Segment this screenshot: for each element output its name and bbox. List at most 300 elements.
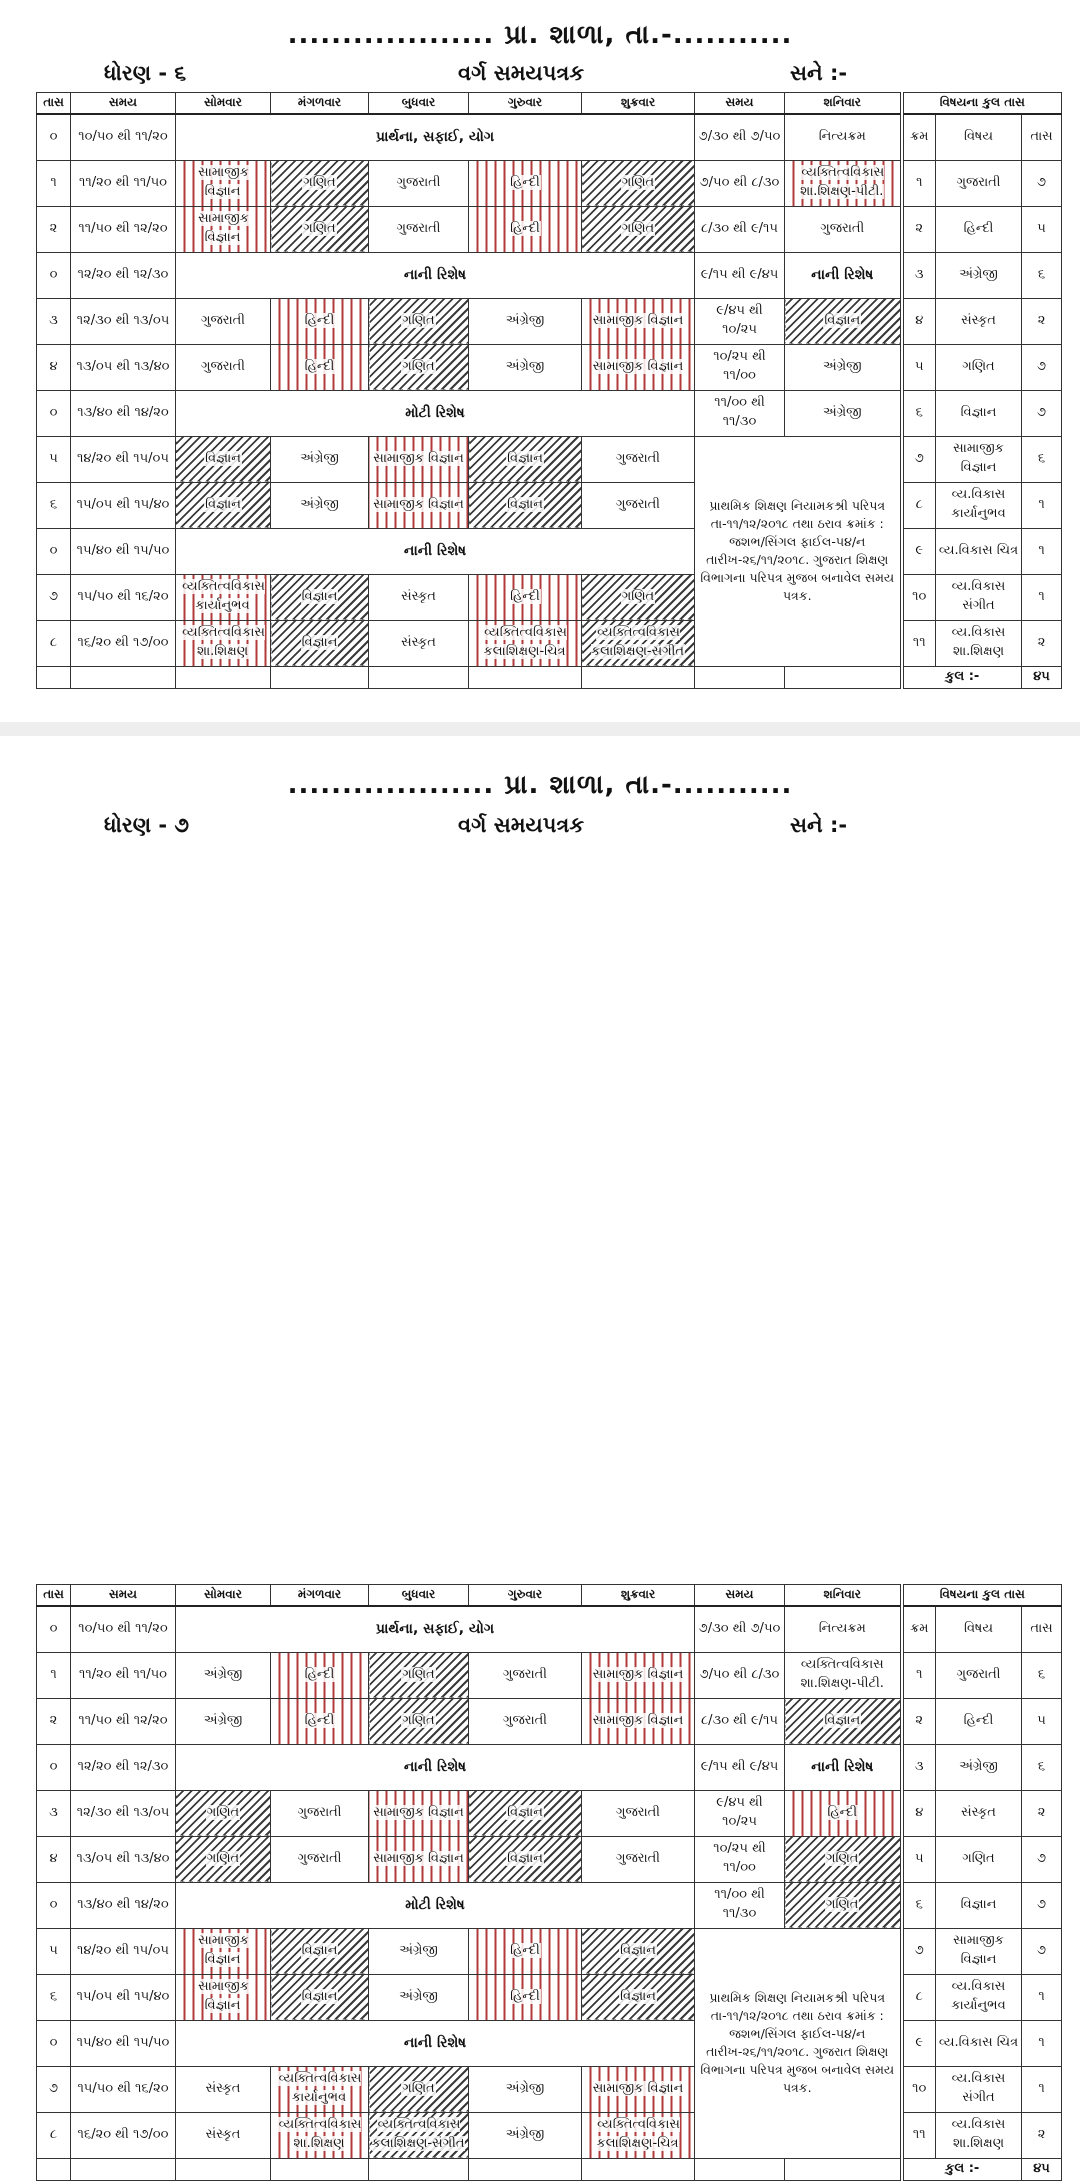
period-number: ૭: [37, 574, 71, 620]
subject-label: વ્યક્તિત્વવિકાસ કલાશિક્ષણ-ચિત્ર: [483, 625, 567, 659]
empty-cell: [369, 2158, 469, 2180]
subject-cell: [369, 1974, 469, 2020]
year-label: સને :-: [790, 61, 848, 85]
saturday-time: ૧૦/૨૫ થી ૧૧/૦૦: [695, 1836, 785, 1882]
subject-serial: ૩: [902, 252, 936, 298]
subject-label: સામાજીક વિજ્ઞાન: [198, 1979, 249, 2013]
subject-label: અંગ્રેજી: [505, 312, 545, 328]
table-row: [37, 436, 1062, 482]
subject-cell: [582, 1836, 695, 1882]
subject-cell: [271, 160, 369, 206]
empty-cell: [785, 2158, 902, 2180]
table-row: [37, 528, 1062, 574]
subject-periods: ૬: [1022, 436, 1062, 482]
table-row: [37, 1744, 1062, 1790]
table-row: [37, 390, 1062, 436]
empty-cell: [582, 666, 695, 688]
subject-name: હિન્દી: [936, 1698, 1022, 1744]
saturday-label: અંગ્રેજી: [822, 404, 862, 420]
subject-cell: [369, 298, 469, 344]
total-label: કુલ :-: [902, 2158, 1022, 2180]
column-header: મંગળવાર: [271, 1585, 369, 1607]
subject-label: અંગ્રેજી: [505, 2126, 545, 2142]
subject-serial: ૪: [902, 1790, 936, 1836]
timetable-sheet-std7: [0, 740, 1080, 2176]
period-time: ૧૩/૪૦ થી ૧૪/૨૦: [71, 390, 176, 436]
subject-name: વિજ્ઞાન: [936, 1882, 1022, 1928]
subject-label: વ્યક્તિત્વવિકાસ કલાશિક્ષણ-સંગીત: [371, 2117, 465, 2151]
saturday-subject: [785, 206, 902, 252]
subject-label: ગણિત: [206, 1804, 240, 1820]
subject-label: હિન્દી: [510, 220, 540, 236]
subject-name: સામાજીક વિજ્ઞાન: [936, 436, 1022, 482]
subject-label: અંગ્રેજી: [399, 1942, 438, 1958]
break-band: મોટી રિશેષ: [176, 1882, 695, 1928]
subject-periods: ૨: [1022, 2112, 1062, 2158]
saturday-subject: [785, 344, 902, 390]
timetable-heading: વર્ગ સમયપત્રક: [458, 813, 585, 837]
subject-name: વ્ય.વિકાસ સંગીત: [936, 574, 1022, 620]
subject-cell: [176, 2066, 271, 2112]
empty-cell: [37, 666, 71, 688]
saturday-time: ૯/૪૫ થી ૧૦/૨૫: [695, 1790, 785, 1836]
saturday-time: ૭/૫૦ થી ૮/૩૦: [695, 160, 785, 206]
standard-label: ધોરણ - ૬: [104, 61, 187, 85]
table-row: [37, 1836, 1062, 1882]
subject-cell: [176, 1836, 271, 1882]
subject-cell: [369, 206, 469, 252]
subject-cell: [271, 1698, 369, 1744]
subject-label: ગણિત: [303, 174, 336, 190]
subject-serial: ૧૧: [902, 2112, 936, 2158]
period-number: ૮: [37, 2112, 71, 2158]
subject-label: ગુજરાતી: [297, 1850, 342, 1866]
saturday-label: વ્યક્તિત્વવિકાસ શા.શિક્ષણ-પીટી.: [800, 1657, 884, 1691]
subject-name: વ્ય.વિકાસ ચિત્ર: [936, 2020, 1022, 2066]
subject-label: ગુજરાતી: [200, 358, 246, 374]
subject-label: હિન્દી: [304, 1666, 335, 1682]
subject-cell: [369, 1698, 469, 1744]
period-number: ૬: [37, 482, 71, 528]
table-row: [37, 620, 1062, 666]
subject-label: ગણિત: [621, 220, 655, 236]
subject-name: ગુજરાતી: [936, 1652, 1022, 1698]
subject-label: અંગ્રેજી: [203, 1712, 243, 1728]
subject-label: વ્યક્તિત્વવિકાસ શા.શિક્ષણ: [278, 2117, 362, 2151]
subject-periods: ૨: [1022, 620, 1062, 666]
subject-name: વ્ય.વિકાસ ચિત્ર: [936, 528, 1022, 574]
period-time: ૧૨/૨૦ થી ૧૨/૩૦: [71, 252, 176, 298]
table-row: [37, 482, 1062, 528]
subject-label: વિજ્ઞાન: [301, 1942, 338, 1958]
subject-label: વિજ્ઞાન: [301, 1988, 338, 2004]
subject-serial: ૬: [902, 390, 936, 436]
empty-cell: [695, 2158, 785, 2180]
table-row: [37, 298, 1062, 344]
subject-cell: [271, 298, 369, 344]
subject-label: હિન્દી: [304, 1712, 335, 1728]
column-header: સમય: [71, 93, 176, 115]
saturday-label: નાની રિશેષ: [811, 266, 874, 283]
period-number: ૩: [37, 1790, 71, 1836]
saturday-subject: [785, 1882, 902, 1928]
empty-cell: [271, 2158, 369, 2180]
period-time: ૧૨/૩૦ થી ૧૩/૦૫: [71, 298, 176, 344]
subject-label: વિજ્ઞાન: [620, 1988, 656, 2004]
saturday-label: ગણિત: [826, 1896, 859, 1912]
saturday-label: નિત્યક્રમ: [818, 128, 866, 144]
subject-cell: [176, 344, 271, 390]
break-band: મોટી રિશેષ: [176, 390, 695, 436]
subject-serial: ૩: [902, 1744, 936, 1790]
saturday-time: ૧૧/૦૦ થી ૧૧/૩૦: [695, 390, 785, 436]
subject-name: ગણિત: [936, 344, 1022, 390]
subject-cell: [369, 2066, 469, 2112]
subject-label: સામાજીક વિજ્ઞાન: [373, 1850, 464, 1866]
column-header: શુક્રવાર: [582, 1585, 695, 1607]
empty-cell: [469, 2158, 582, 2180]
subject-periods: ૬: [1022, 1652, 1062, 1698]
subject-name: ગણિત: [936, 1836, 1022, 1882]
subject-periods: ૧: [1022, 528, 1062, 574]
subject-label: ગુજરાતી: [615, 1850, 661, 1866]
subject-label: ગુજરાતી: [615, 1804, 661, 1820]
saturday-time: ૧૧/૦૦ થી ૧૧/૩૦: [695, 1882, 785, 1928]
subject-cell: [176, 620, 271, 666]
saturday-label: નિત્યક્રમ: [818, 1620, 866, 1636]
timetable-grid: [36, 92, 1062, 689]
period-number: ૨: [37, 206, 71, 252]
subject-cell: [469, 1836, 582, 1882]
saturday-time: ૮/૩૦ થી ૯/૧૫: [695, 206, 785, 252]
empty-cell: [71, 2158, 176, 2180]
subject-label: સામાજીક વિજ્ઞાન: [592, 312, 684, 328]
period-time: ૧૪/૨૦ થી ૧૫/૦૫: [71, 1928, 176, 1974]
subject-name: ગુજરાતી: [936, 160, 1022, 206]
empty-cell: [785, 666, 902, 688]
subject-cell: [469, 482, 582, 528]
subject-cell: [271, 206, 369, 252]
subject-periods: ૬: [1022, 1744, 1062, 1790]
subject-periods: ૭: [1022, 1882, 1062, 1928]
subject-cell: [469, 344, 582, 390]
subject-periods: ૭: [1022, 390, 1062, 436]
subject-cell: [176, 160, 271, 206]
subject-cell: [271, 2066, 369, 2112]
subject-name: સંસ્કૃત: [936, 298, 1022, 344]
subject-serial: ૮: [902, 1974, 936, 2020]
subject-periods: ૧: [1022, 2066, 1062, 2112]
subject-cell: [271, 1928, 369, 1974]
subject-label: હિન્દી: [510, 1942, 540, 1958]
subject-name: વ્ય.વિકાસ કાર્યાનુભવ: [936, 1974, 1022, 2020]
period-time: ૧૩/૦૫ થી ૧૩/૪૦: [71, 344, 176, 390]
subject-name: અંગ્રેજી: [936, 1744, 1022, 1790]
saturday-subject: [785, 114, 902, 160]
subject-name: વ્ય.વિકાસ શા.શિક્ષણ: [936, 2112, 1022, 2158]
subject-serial: ૫: [902, 1836, 936, 1882]
subject-serial: ૧: [902, 1652, 936, 1698]
table-row: [37, 160, 1062, 206]
subject-cell: [469, 1652, 582, 1698]
subject-cell: [582, 1652, 695, 1698]
empty-cell: [176, 2158, 271, 2180]
period-time: ૧૨/૩૦ થી ૧૩/૦૫: [71, 1790, 176, 1836]
subject-label: સામાજીક વિજ્ઞાન: [198, 211, 249, 245]
subject-periods: ૧: [1022, 574, 1062, 620]
standard-label: ધોરણ - ૭: [104, 813, 189, 837]
table-row: [37, 1882, 1062, 1928]
subject-label: ગણિત: [621, 588, 655, 604]
period-time: ૧૧/૫૦ થી ૧૨/૨૦: [71, 1698, 176, 1744]
subject-cell: [369, 1928, 469, 1974]
subject-cell: [369, 574, 469, 620]
saturday-subject: [785, 1606, 902, 1652]
subject-cell: [271, 1974, 369, 2020]
period-number: ૦: [37, 528, 71, 574]
saturday-subject: [785, 252, 902, 298]
subject-periods: ૨: [1022, 298, 1062, 344]
subject-label: વિજ્ઞાન: [507, 1804, 543, 1820]
subject-label: વિજ્ઞાન: [507, 450, 543, 466]
saturday-label: વ્યક્તિત્વવિકાસ શા.શિક્ષણ-પીટી.: [800, 165, 885, 199]
subject-label: વિજ્ઞાન: [301, 634, 338, 650]
school-title: ................... પ્રા. શાળા, તા.-...........: [287, 770, 793, 800]
subject-cell: [469, 206, 582, 252]
subject-cell: [469, 1698, 582, 1744]
timetable-heading: વર્ગ સમયપત્રક: [458, 61, 585, 85]
column-header: શુક્રવાર: [582, 93, 695, 115]
subject-label: ગુજરાતી: [297, 1804, 342, 1820]
subject-label: ગણિત: [402, 312, 435, 328]
total-row: [37, 2158, 1062, 2180]
subject-cell: [582, 1790, 695, 1836]
subject-cell: [469, 298, 582, 344]
subject-serial: ૧૦: [902, 2066, 936, 2112]
empty-cell: [469, 666, 582, 688]
subject-serial: ક્રમ: [902, 114, 936, 160]
column-header: શનિવાર: [785, 1585, 902, 1607]
subject-label: વ્યક્તિત્વવિકાસ કાર્યાનુભવ: [278, 2071, 362, 2105]
subject-serial: ૫: [902, 344, 936, 390]
subject-periods: ૭: [1022, 1836, 1062, 1882]
subject-name: વ્ય.વિકાસ શા.શિક્ષણ: [936, 620, 1022, 666]
subject-label: હિન્દી: [304, 312, 335, 328]
subject-label: અંગ્રેજી: [300, 496, 339, 512]
subject-cell: [582, 298, 695, 344]
subject-cell: [582, 160, 695, 206]
empty-cell: [176, 666, 271, 688]
column-header: મંગળવાર: [271, 93, 369, 115]
subject-cell: [369, 436, 469, 482]
subject-name: વ્ય.વિકાસ કાર્યાનુભવ: [936, 482, 1022, 528]
subject-cell: [176, 298, 271, 344]
table-row: [37, 1974, 1062, 2020]
subject-periods: ૭: [1022, 344, 1062, 390]
saturday-time: ૧૦/૨૫ થી ૧૧/૦૦: [695, 344, 785, 390]
subject-label: હિન્દી: [510, 174, 540, 190]
period-number: ૦: [37, 1606, 71, 1652]
subject-label: વિજ્ઞાન: [507, 496, 543, 512]
year-label: સને :-: [790, 813, 848, 837]
circular-note: પ્રાથમિક શિક્ષણ નિયામકશ્રી પરિપત્ર તા-૧૧/૧૨/૨૦૧૮ તથા ઠરાવ ક્રમાંક : જશભ/સિંગલ ફાઈલ-૫૪/ન તારીખ-૨૬/૧૧/૨૦૧૮. ગુજરાત શિક્ષણ વિભાગના પરિપત્ર મુજબ બનાવેલ સમય પત્રક.: [695, 1928, 902, 2158]
subject-label: ગણિત: [402, 1712, 435, 1728]
subject-cell: [369, 1790, 469, 1836]
empty-cell: [37, 2158, 71, 2180]
column-header: ગુરુવાર: [469, 1585, 582, 1607]
subject-periods: ૧: [1022, 2020, 1062, 2066]
subject-label: સામાજીક વિજ્ઞાન: [373, 450, 464, 466]
saturday-subject: [785, 1790, 902, 1836]
saturday-label: વિજ્ઞાન: [824, 1712, 861, 1728]
subject-cell: [469, 574, 582, 620]
subject-cell: [271, 436, 369, 482]
sheet-separator: [0, 722, 1080, 736]
subject-cell: [582, 344, 695, 390]
saturday-subject: [785, 160, 902, 206]
subject-serial: ૭: [902, 436, 936, 482]
subject-cell: [469, 1928, 582, 1974]
period-number: ૪: [37, 344, 71, 390]
saturday-label: અંગ્રેજી: [822, 358, 862, 374]
period-time: ૧૫/૫૦ થી ૧૬/૨૦: [71, 2066, 176, 2112]
period-time: ૧૧/૫૦ થી ૧૨/૨૦: [71, 206, 176, 252]
empty-cell: [271, 666, 369, 688]
subject-cell: [271, 344, 369, 390]
subject-cell: [176, 482, 271, 528]
saturday-time: ૮/૩૦ થી ૯/૧૫: [695, 1698, 785, 1744]
saturday-subject: [785, 1652, 902, 1698]
subject-periods: ૧: [1022, 1974, 1062, 2020]
subject-serial: ૯: [902, 2020, 936, 2066]
subject-cell: [271, 574, 369, 620]
subject-label: વિજ્ઞાન: [620, 1942, 656, 1958]
period-number: ૦: [37, 252, 71, 298]
total-row: [37, 666, 1062, 688]
subject-name: સંસ્કૃત: [936, 1790, 1022, 1836]
period-time: ૧૫/૦૫ થી ૧૫/૪૦: [71, 482, 176, 528]
subject-cell: [271, 482, 369, 528]
period-time: ૧૫/૦૫ થી ૧૫/૪૦: [71, 1974, 176, 2020]
subject-label: સંસ્કૃત: [401, 588, 436, 604]
column-header: સોમવાર: [176, 1585, 271, 1607]
subject-label: ગણિત: [402, 1666, 435, 1682]
subject-label: હિન્દી: [304, 358, 335, 374]
column-header: તાસ: [37, 93, 71, 115]
period-time: ૧૫/૪૦ થી ૧૫/૫૦: [71, 528, 176, 574]
subject-cell: [369, 1836, 469, 1882]
subject-label: સંસ્કૃત: [205, 2126, 241, 2142]
subject-name: વ્ય.વિકાસ સંગીત: [936, 2066, 1022, 2112]
subject-label: ગણિત: [402, 2080, 435, 2096]
period-time: ૧૦/૫૦ થી ૧૧/૨૦: [71, 1606, 176, 1652]
period-number: ૦: [37, 114, 71, 160]
subject-periods: ૧: [1022, 482, 1062, 528]
subject-serial: ૪: [902, 298, 936, 344]
subject-cell: [582, 1698, 695, 1744]
subject-label: ગુજરાતી: [396, 220, 441, 236]
subject-label: સામાજીક વિજ્ઞાન: [592, 2080, 684, 2096]
subject-periods: તાસ: [1022, 1606, 1062, 1652]
subject-cell: [582, 1928, 695, 1974]
subject-cell: [176, 574, 271, 620]
period-number: ૦: [37, 1744, 71, 1790]
subject-cell: [582, 2066, 695, 2112]
subject-label: વ્યક્તિત્વવિકાસ કલાશિક્ષણ-ચિત્ર: [596, 2117, 680, 2151]
empty-cell: [695, 666, 785, 688]
subject-label: સંસ્કૃત: [401, 634, 436, 650]
column-header: વિષયના કુલ તાસ: [902, 93, 1062, 115]
subject-label: ગુજરાતી: [200, 312, 246, 328]
column-header: તાસ: [37, 1585, 71, 1607]
subject-name: હિન્દી: [936, 206, 1022, 252]
table-row: [37, 1928, 1062, 1974]
timetable-sheet-std6: [0, 0, 1080, 715]
break-band: નાની રિશેષ: [176, 528, 695, 574]
subject-name: વિષય: [936, 1606, 1022, 1652]
empty-cell: [369, 666, 469, 688]
table-row: [37, 206, 1062, 252]
subject-label: અંગ્રેજી: [203, 1666, 243, 1682]
column-header: વિષયના કુલ તાસ: [902, 1585, 1062, 1607]
subject-label: વ્યક્તિત્વવિકાસ કાર્યાનુભવ: [182, 579, 265, 613]
table-row: [37, 1652, 1062, 1698]
saturday-time: ૯/૧૫ થી ૯/૪૫: [695, 1744, 785, 1790]
table-row: [37, 114, 1062, 160]
subject-cell: [176, 206, 271, 252]
subject-label: વિજ્ઞાન: [507, 1850, 543, 1866]
subject-label: અંગ્રેજી: [399, 1988, 438, 2004]
subject-cell: [582, 436, 695, 482]
subject-cell: [271, 1652, 369, 1698]
subject-periods: ૫: [1022, 206, 1062, 252]
subject-serial: ૮: [902, 482, 936, 528]
subject-label: ગુજરાતી: [615, 450, 661, 466]
subject-cell: [176, 1652, 271, 1698]
subject-label: સામાજીક વિજ્ઞાન: [592, 1712, 684, 1728]
subject-label: ગણિત: [206, 1850, 240, 1866]
saturday-label: નાની રિશેષ: [811, 1758, 874, 1775]
circular-note: પ્રાથમિક શિક્ષણ નિયામકશ્રી પરિપત્ર તા-૧૧/૧૨/૨૦૧૮ તથા ઠરાવ ક્રમાંક : જશભ/સિંગલ ફાઈલ-૫૪/ન તારીખ-૨૬/૧૧/૨૦૧૮. ગુજરાત શિક્ષણ વિભાગના પરિપત્ર મુજબ બનાવેલ સમય પત્રક.: [695, 436, 902, 666]
period-time: ૧૧/૨૦ થી ૧૧/૫૦: [71, 160, 176, 206]
subject-cell: [469, 1790, 582, 1836]
school-title: ................... પ્રા. શાળા, તા.-...........: [287, 20, 793, 50]
column-header: ગુરુવાર: [469, 93, 582, 115]
period-time: ૧૫/૪૦ થી ૧૫/૫૦: [71, 2020, 176, 2066]
period-number: ૭: [37, 2066, 71, 2112]
subject-cell: [469, 2066, 582, 2112]
column-header: શનિવાર: [785, 93, 902, 115]
subject-cell: [271, 1836, 369, 1882]
period-number: ૦: [37, 1882, 71, 1928]
subject-cell: [176, 1698, 271, 1744]
column-header: સમય: [695, 1585, 785, 1607]
subject-periods: ૭: [1022, 160, 1062, 206]
subject-cell: [369, 344, 469, 390]
subject-cell: [469, 1974, 582, 2020]
subject-cell: [582, 482, 695, 528]
saturday-subject: [785, 1744, 902, 1790]
saturday-subject: [785, 298, 902, 344]
subject-serial: ૬: [902, 1882, 936, 1928]
subject-label: સામાજીક વિજ્ઞાન: [592, 358, 684, 374]
subject-serial: ૨: [902, 1698, 936, 1744]
break-band: નાની રિશેષ: [176, 2020, 695, 2066]
period-time: ૧૬/૨૦ થી ૧૭/૦૦: [71, 620, 176, 666]
subject-cell: [582, 620, 695, 666]
period-number: ૧: [37, 1652, 71, 1698]
table-row: [37, 252, 1062, 298]
